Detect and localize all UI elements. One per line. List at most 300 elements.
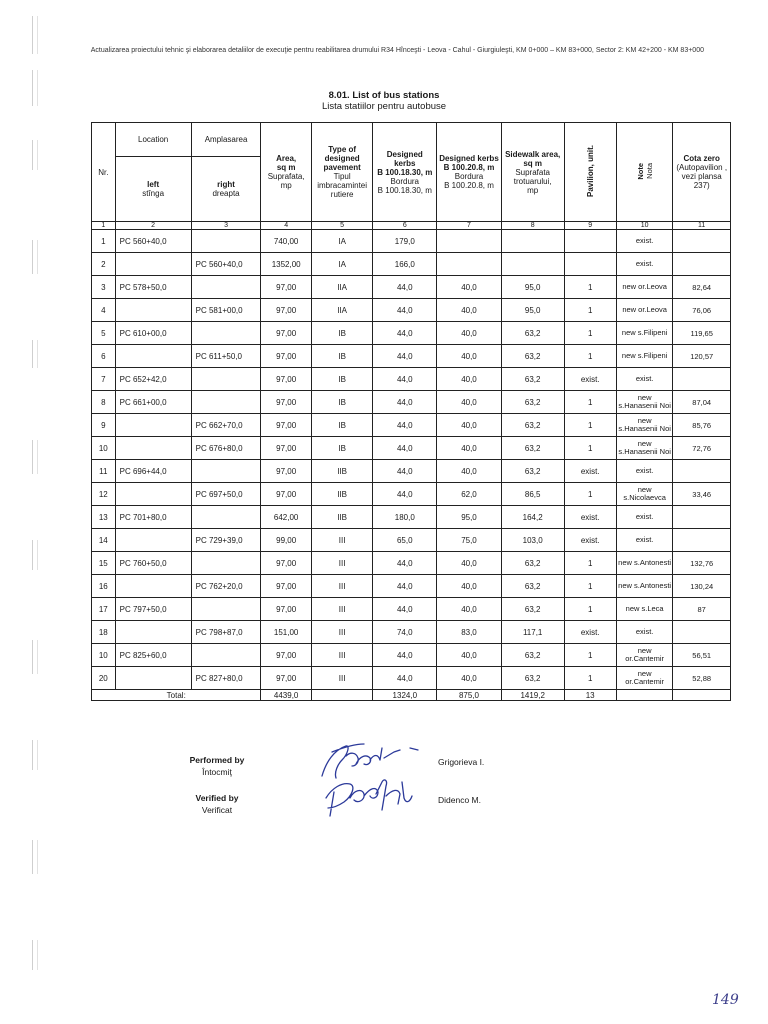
- cell-pavilion: 1: [564, 299, 616, 322]
- cell-nr: 18: [92, 621, 116, 644]
- cell-kerbs-1: 44,0: [373, 414, 437, 437]
- header-sidewalk-ro: Suprafata trotuarului,: [513, 167, 552, 186]
- table-row: [92, 368, 731, 391]
- cell-pavement-type: IB: [311, 391, 373, 414]
- cell-sidewalk: 63,2: [501, 368, 564, 391]
- cell-pavilion: exist.: [564, 529, 616, 552]
- cell-kerbs-1: 44,0: [373, 299, 437, 322]
- header-note: [616, 123, 673, 222]
- header-location: Location: [115, 123, 191, 157]
- cell-area: 97,00: [261, 276, 311, 299]
- table-row: [92, 506, 731, 529]
- cell-nr: 20: [92, 667, 116, 690]
- cell-pavement-type: IIA: [311, 276, 373, 299]
- cell-pavilion: [564, 230, 616, 253]
- cell-right-location: [191, 276, 261, 299]
- cell-left-location: [115, 299, 191, 322]
- cell-kerbs-2: 40,0: [437, 391, 502, 414]
- cell-area: 97,00: [261, 368, 311, 391]
- total-kerbs-2: 875,0: [437, 690, 502, 701]
- cell-pavilion: exist.: [564, 621, 616, 644]
- column-index: 2: [115, 222, 191, 230]
- column-index-row: [92, 222, 731, 230]
- cell-sidewalk: 63,2: [501, 598, 564, 621]
- table-row: [92, 621, 731, 644]
- cell-pavement-type: III: [311, 598, 373, 621]
- cell-cota-zero: 56,51: [673, 644, 731, 667]
- cell-kerbs-2: 40,0: [437, 667, 502, 690]
- cell-cota-zero: 120,57: [673, 345, 731, 368]
- total-row: [92, 690, 731, 701]
- cell-note: new s.Antonesti: [616, 552, 673, 575]
- cell-area: 97,00: [261, 575, 311, 598]
- cell-pavilion: [564, 253, 616, 276]
- header-cota-en: Cota zero: [683, 154, 720, 163]
- cell-right-location: PC 662+70,0: [191, 414, 261, 437]
- total-cota-empty: [673, 690, 731, 701]
- cell-left-location: PC 560+40,0: [115, 230, 191, 253]
- table-row: [92, 598, 731, 621]
- cell-pavement-type: IIA: [311, 299, 373, 322]
- cell-cota-zero: [673, 230, 731, 253]
- table-row: [92, 529, 731, 552]
- cell-left-location: [115, 621, 191, 644]
- cell-note: exist.: [616, 368, 673, 391]
- header-kerbs-2-ro-spec: B 100.20.8, m: [444, 181, 494, 190]
- cell-left-location: [115, 483, 191, 506]
- cell-pavement-type: III: [311, 644, 373, 667]
- header-left-en: left: [147, 180, 160, 189]
- cell-pavilion: exist.: [564, 506, 616, 529]
- cell-left-location: [115, 575, 191, 598]
- cell-sidewalk: 63,2: [501, 322, 564, 345]
- cell-nr: 14: [92, 529, 116, 552]
- cell-area: 99,00: [261, 529, 311, 552]
- column-index: 3: [191, 222, 261, 230]
- cell-cota-zero: 87,04: [673, 391, 731, 414]
- cell-pavilion: 1: [564, 276, 616, 299]
- cell-sidewalk: 63,2: [501, 460, 564, 483]
- cell-kerbs-2: 40,0: [437, 322, 502, 345]
- cell-cota-zero: 52,88: [673, 667, 731, 690]
- cell-kerbs-2: 62,0: [437, 483, 502, 506]
- cell-pavement-type: IA: [311, 230, 373, 253]
- verified-by-name: Didenco M.: [438, 795, 481, 805]
- cell-nr: 10: [92, 437, 116, 460]
- cell-note: new s.Hanasenii Noi: [616, 414, 673, 437]
- cell-area: 97,00: [261, 391, 311, 414]
- cell-cota-zero: 132,76: [673, 552, 731, 575]
- column-index: 4: [261, 222, 311, 230]
- cell-area: 97,00: [261, 322, 311, 345]
- cell-cota-zero: 33,46: [673, 483, 731, 506]
- cell-kerbs-2: 83,0: [437, 621, 502, 644]
- cell-left-location: [115, 345, 191, 368]
- cell-left-location: [115, 437, 191, 460]
- cell-note: new s.Hanasenii Noi: [616, 391, 673, 414]
- cell-pavilion: 1: [564, 552, 616, 575]
- document-header-note: Actualizarea proiectului tehnic şi elaborarea detaliilor de execuţie pentru reabilitarea drumului R34 Hînceşti - Leova - Cahul - Giurgiuleşti, KM 0+000 – KM 83+000, Sector 2: KM 42+200 - KM 83+000: [90, 47, 704, 54]
- cell-cota-zero: [673, 460, 731, 483]
- handwritten-page-number: 149: [712, 992, 739, 1008]
- cell-pavement-type: IA: [311, 253, 373, 276]
- cell-left-location: PC 661+00,0: [115, 391, 191, 414]
- cell-area: 740,00: [261, 230, 311, 253]
- table-row: [92, 322, 731, 345]
- header-area-ro: Suprafata,: [267, 172, 305, 181]
- cell-nr: 4: [92, 299, 116, 322]
- cell-pavilion: 1: [564, 391, 616, 414]
- table-row: [92, 575, 731, 598]
- cell-pavilion: exist.: [564, 460, 616, 483]
- cell-nr: 1: [92, 230, 116, 253]
- column-index: 6: [373, 222, 437, 230]
- cell-note: exist.: [616, 529, 673, 552]
- header-pavilion: [564, 123, 616, 222]
- table-row: [92, 345, 731, 368]
- total-type-empty: [311, 690, 373, 701]
- cell-right-location: PC 581+00,0: [191, 299, 261, 322]
- cell-right-location: [191, 368, 261, 391]
- column-index: 9: [564, 222, 616, 230]
- cell-note: new s.Filipeni: [616, 322, 673, 345]
- cell-pavilion: 1: [564, 644, 616, 667]
- column-index: 10: [616, 222, 673, 230]
- cell-kerbs-2: 40,0: [437, 644, 502, 667]
- header-pavement: [311, 123, 373, 222]
- cell-cota-zero: 72,76: [673, 437, 731, 460]
- table-row: [92, 253, 731, 276]
- cell-right-location: [191, 598, 261, 621]
- cell-cota-zero: [673, 253, 731, 276]
- cell-pavement-type: IIB: [311, 506, 373, 529]
- cell-sidewalk: 95,0: [501, 299, 564, 322]
- cell-right-location: PC 827+80,0: [191, 667, 261, 690]
- header-pavement-en: Type of designed pavement: [323, 145, 361, 172]
- cell-pavement-type: III: [311, 575, 373, 598]
- cell-kerbs-2: 40,0: [437, 276, 502, 299]
- cell-kerbs-1: 180,0: [373, 506, 437, 529]
- cell-pavilion: 1: [564, 667, 616, 690]
- verified-by-label: [172, 792, 262, 816]
- cell-right-location: PC 798+87,0: [191, 621, 261, 644]
- cell-right-location: [191, 391, 261, 414]
- cell-nr: 7: [92, 368, 116, 391]
- cell-right-location: [191, 552, 261, 575]
- cell-pavilion: exist.: [564, 368, 616, 391]
- cell-kerbs-2: 40,0: [437, 414, 502, 437]
- cell-kerbs-2: 95,0: [437, 506, 502, 529]
- cell-left-location: PC 825+60,0: [115, 644, 191, 667]
- cell-note: exist.: [616, 253, 673, 276]
- header-right-en: right: [217, 180, 235, 189]
- cell-left-location: [115, 667, 191, 690]
- header-sidewalk: [501, 123, 564, 222]
- table-row: [92, 437, 731, 460]
- cell-right-location: [191, 460, 261, 483]
- cell-area: 97,00: [261, 552, 311, 575]
- table-row: [92, 230, 731, 253]
- cell-pavement-type: IB: [311, 414, 373, 437]
- header-sidewalk-en: Sidewalk area,: [505, 149, 561, 159]
- cell-sidewalk: 63,2: [501, 414, 564, 437]
- cell-cota-zero: 130,24: [673, 575, 731, 598]
- total-label: Total:: [92, 690, 261, 701]
- table-title-ro: Lista statiilor pentru autobuse: [321, 101, 447, 112]
- cell-left-location: [115, 414, 191, 437]
- cell-right-location: PC 611+50,0: [191, 345, 261, 368]
- cell-pavilion: 1: [564, 414, 616, 437]
- cell-area: 97,00: [261, 483, 311, 506]
- header-kerbs-2: [437, 123, 502, 222]
- cell-nr: 17: [92, 598, 116, 621]
- cell-kerbs-1: 65,0: [373, 529, 437, 552]
- verified-by-en: Verified by: [195, 793, 239, 803]
- cell-kerbs-2: 40,0: [437, 460, 502, 483]
- header-note-ro: Nota: [644, 163, 654, 180]
- cell-cota-zero: [673, 529, 731, 552]
- cell-note: new or.Cantemir: [616, 667, 673, 690]
- cell-cota-zero: [673, 621, 731, 644]
- cell-kerbs-1: 44,0: [373, 345, 437, 368]
- cell-left-location: PC 760+50,0: [115, 552, 191, 575]
- cell-kerbs-2: 75,0: [437, 529, 502, 552]
- cell-left-location: PC 797+50,0: [115, 598, 191, 621]
- cell-sidewalk: 95,0: [501, 276, 564, 299]
- cell-kerbs-1: 44,0: [373, 667, 437, 690]
- cell-kerbs-1: 44,0: [373, 322, 437, 345]
- cell-kerbs-1: 44,0: [373, 598, 437, 621]
- cell-note: new s.Antonesti: [616, 575, 673, 598]
- cell-pavilion: 1: [564, 598, 616, 621]
- cell-kerbs-1: 44,0: [373, 644, 437, 667]
- cell-note: new s.Filipeni: [616, 345, 673, 368]
- header-nr: Nr.: [92, 123, 116, 222]
- table-row: [92, 299, 731, 322]
- column-index: 5: [311, 222, 373, 230]
- cell-sidewalk: 63,2: [501, 437, 564, 460]
- header-kerbs-1-en: Designed kerbs: [386, 149, 423, 168]
- header-kerbs-2-ro: Bordura: [454, 172, 484, 181]
- cell-left-location: PC 610+00,0: [115, 322, 191, 345]
- cell-nr: 9: [92, 414, 116, 437]
- cell-kerbs-1: 74,0: [373, 621, 437, 644]
- cell-kerbs-1: 44,0: [373, 276, 437, 299]
- cell-area: 97,00: [261, 598, 311, 621]
- cell-area: 97,00: [261, 667, 311, 690]
- cell-kerbs-1: 44,0: [373, 460, 437, 483]
- cell-nr: 6: [92, 345, 116, 368]
- cell-pavement-type: IIB: [311, 483, 373, 506]
- total-note-empty: [616, 690, 673, 701]
- column-index: 8: [501, 222, 564, 230]
- cell-sidewalk: 63,2: [501, 575, 564, 598]
- cell-kerbs-2: 40,0: [437, 552, 502, 575]
- cell-right-location: PC 729+39,0: [191, 529, 261, 552]
- header-sidewalk-ro-unit: mp: [527, 185, 539, 195]
- cell-pavement-type: IB: [311, 345, 373, 368]
- cell-area: 97,00: [261, 460, 311, 483]
- cell-left-location: [115, 253, 191, 276]
- table-row: [92, 667, 731, 690]
- cell-kerbs-2: 40,0: [437, 368, 502, 391]
- cell-sidewalk: 63,2: [501, 391, 564, 414]
- table-title-en: 8.01. List of bus stations: [328, 90, 440, 101]
- cell-area: 642,00: [261, 506, 311, 529]
- cell-cota-zero: 82,64: [673, 276, 731, 299]
- cell-nr: 16: [92, 575, 116, 598]
- cell-sidewalk: [501, 253, 564, 276]
- header-pavilion-label: Pavilion, unit.: [585, 144, 595, 197]
- header-left: [115, 157, 191, 222]
- cell-area: 97,00: [261, 299, 311, 322]
- cell-kerbs-1: 166,0: [373, 253, 437, 276]
- cell-right-location: [191, 506, 261, 529]
- cell-nr: 13: [92, 506, 116, 529]
- header-kerbs-1-spec: B 100.18.30, m: [377, 167, 433, 177]
- cell-note: new or.Leova: [616, 276, 673, 299]
- cell-cota-zero: 87: [673, 598, 731, 621]
- cell-area: 97,00: [261, 345, 311, 368]
- cell-note: exist.: [616, 506, 673, 529]
- cell-right-location: PC 560+40,0: [191, 253, 261, 276]
- total-pavilion: 13: [564, 690, 616, 701]
- performed-by-label: [172, 754, 262, 778]
- cell-kerbs-2: 40,0: [437, 345, 502, 368]
- cell-kerbs-1: 44,0: [373, 437, 437, 460]
- cell-sidewalk: 63,2: [501, 345, 564, 368]
- cell-nr: 10: [92, 644, 116, 667]
- cell-pavement-type: III: [311, 552, 373, 575]
- cell-sidewalk: 164,2: [501, 506, 564, 529]
- cell-cota-zero: [673, 506, 731, 529]
- cell-cota-zero: 119,65: [673, 322, 731, 345]
- cell-nr: 12: [92, 483, 116, 506]
- cell-left-location: PC 578+50,0: [115, 276, 191, 299]
- cell-area: 151,00: [261, 621, 311, 644]
- column-index: 1: [92, 222, 116, 230]
- cell-pavilion: 1: [564, 483, 616, 506]
- performed-by-en: Performed by: [189, 755, 245, 765]
- cell-pavement-type: IB: [311, 437, 373, 460]
- cell-note: exist.: [616, 621, 673, 644]
- cell-cota-zero: 85,76: [673, 414, 731, 437]
- cell-note: new s.Hanasenii Noi: [616, 437, 673, 460]
- performed-by-name: Grigorieva I.: [438, 757, 485, 767]
- cell-pavilion: 1: [564, 437, 616, 460]
- header-area-ro-unit: mp: [280, 181, 292, 190]
- cell-pavilion: 1: [564, 322, 616, 345]
- table-row: [92, 552, 731, 575]
- cell-cota-zero: 76,06: [673, 299, 731, 322]
- cell-note: exist.: [616, 230, 673, 253]
- header-amplasarea: Amplasarea: [191, 123, 261, 157]
- cell-left-location: PC 696+44,0: [115, 460, 191, 483]
- cell-sidewalk: 63,2: [501, 552, 564, 575]
- cell-pavilion: 1: [564, 575, 616, 598]
- header-right: [191, 157, 261, 222]
- header-cota: [673, 123, 731, 222]
- total-area: 4439,0: [261, 690, 311, 701]
- cell-kerbs-1: 44,0: [373, 483, 437, 506]
- cell-note: new or.Cantemir: [616, 644, 673, 667]
- cell-kerbs-1: 44,0: [373, 391, 437, 414]
- cell-left-location: PC 652+42,0: [115, 368, 191, 391]
- header-pavement-ro: Tipul imbracamintei rutiere: [317, 172, 368, 199]
- cell-sidewalk: 63,2: [501, 644, 564, 667]
- column-index: 7: [437, 222, 502, 230]
- column-index: 11: [673, 222, 731, 230]
- cell-pavement-type: III: [311, 667, 373, 690]
- cell-sidewalk: 63,2: [501, 667, 564, 690]
- cell-area: 97,00: [261, 644, 311, 667]
- cell-nr: 3: [92, 276, 116, 299]
- cell-kerbs-2: [437, 230, 502, 253]
- cell-kerbs-2: 40,0: [437, 575, 502, 598]
- handwritten-signatures: [312, 738, 422, 828]
- header-right-ro: dreapta: [212, 189, 240, 198]
- cell-kerbs-2: 40,0: [437, 437, 502, 460]
- table-row: [92, 644, 731, 667]
- table-row: [92, 391, 731, 414]
- performed-by-ro: Întocmiţ: [202, 767, 232, 777]
- cell-right-location: PC 676+80,0: [191, 437, 261, 460]
- cell-right-location: [191, 230, 261, 253]
- header-area-en: Area,: [276, 154, 297, 163]
- cell-nr: 2: [92, 253, 116, 276]
- cell-area: 97,00: [261, 437, 311, 460]
- cell-kerbs-1: 44,0: [373, 575, 437, 598]
- cell-nr: 15: [92, 552, 116, 575]
- cell-nr: 5: [92, 322, 116, 345]
- header-cota-ro: (Autopavilion , vezi plansa 237): [676, 163, 728, 190]
- cell-sidewalk: 86,5: [501, 483, 564, 506]
- cell-kerbs-1: 179,0: [373, 230, 437, 253]
- cell-right-location: PC 762+20,0: [191, 575, 261, 598]
- cell-sidewalk: 117,1: [501, 621, 564, 644]
- cell-kerbs-2: 40,0: [437, 299, 502, 322]
- table-row: [92, 460, 731, 483]
- header-kerbs-2-spec: B 100.20.8, m: [443, 163, 495, 172]
- cell-note: new or.Leova: [616, 299, 673, 322]
- cell-pavement-type: III: [311, 529, 373, 552]
- header-kerbs-1-ro: Bordura: [390, 176, 420, 186]
- header-area: [261, 123, 311, 222]
- cell-pavilion: 1: [564, 345, 616, 368]
- header-sidewalk-unit: sq m: [523, 158, 542, 168]
- cell-nr: 11: [92, 460, 116, 483]
- verified-by-ro: Verificat: [201, 805, 233, 815]
- cell-pavement-type: IB: [311, 322, 373, 345]
- header-note-en: Note: [635, 162, 645, 180]
- cell-nr: 8: [92, 391, 116, 414]
- cell-right-location: [191, 644, 261, 667]
- header-kerbs-2-en: Designed kerbs: [439, 154, 499, 163]
- table-row: [92, 276, 731, 299]
- cell-kerbs-2: 40,0: [437, 598, 502, 621]
- table-body: [92, 230, 731, 690]
- cell-kerbs-2: [437, 253, 502, 276]
- cell-left-location: [115, 529, 191, 552]
- cell-note: exist.: [616, 460, 673, 483]
- cell-kerbs-1: 44,0: [373, 368, 437, 391]
- cell-right-location: PC 697+50,0: [191, 483, 261, 506]
- table-row: [92, 414, 731, 437]
- cell-right-location: [191, 322, 261, 345]
- header-kerbs-1-ro-spec: B 100.18.30, m: [377, 185, 432, 195]
- cell-note: new s.Leca: [616, 598, 673, 621]
- cell-sidewalk: [501, 230, 564, 253]
